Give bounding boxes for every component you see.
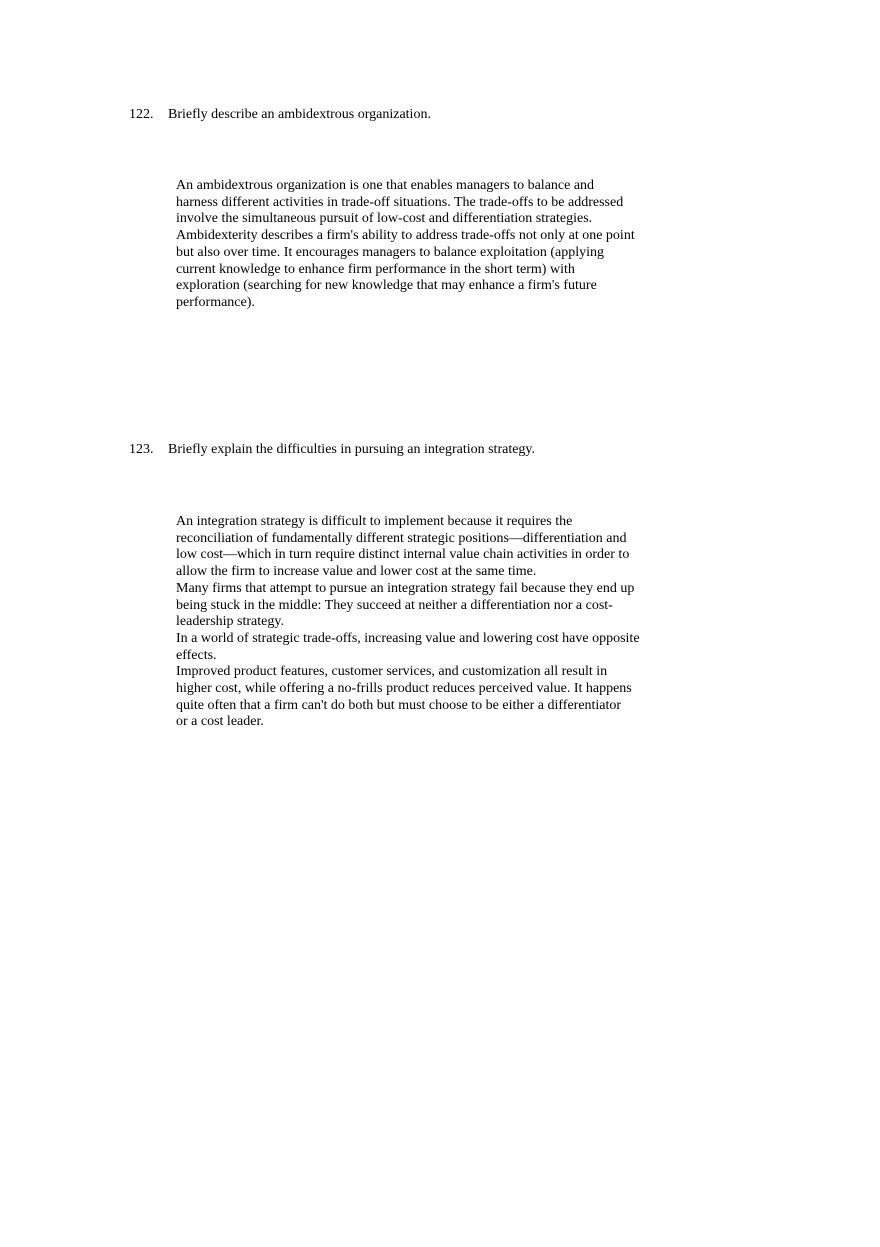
- answer-line: An integration strategy is difficult to implement because it requires the: [176, 514, 573, 529]
- answer-line: reconciliation of fundamentally different strategic positions—differentiation and: [176, 530, 627, 546]
- answer-line: being stuck in the middle: They succeed at neither a differentiation nor a cost-: [176, 597, 613, 613]
- answer-line: allow the firm to increase value and lower cost at the same time.: [176, 564, 537, 580]
- answer-line: performance).: [176, 294, 255, 310]
- answer-line: higher cost, while offering a no-frills product reduces perceived value. It happens: [176, 681, 632, 697]
- answer-line: or a cost leader.: [176, 714, 264, 730]
- question-number: 123.: [129, 442, 154, 457]
- answer-line: current knowledge to enhance firm performance in the short term) with: [176, 261, 575, 277]
- answer-line: harness different activities in trade-off situations. The trade-offs to be addressed: [176, 194, 624, 210]
- answer-line: quite often that a firm can't do both but must choose to be either a differentiator: [176, 697, 622, 713]
- answer-122: [176, 178, 656, 312]
- answer-line: An ambidextrous organization is one that enables managers to balance and: [176, 178, 595, 193]
- answer-line: effects.: [176, 647, 217, 663]
- answer-line: involve the simultaneous pursuit of low-cost and differentiation strategies.: [176, 211, 593, 227]
- question-123: [129, 441, 535, 458]
- answer-line: leadership strategy.: [176, 614, 284, 630]
- question-text: Briefly describe an ambidextrous organization.: [168, 107, 431, 122]
- question-text: Briefly explain the difficulties in pursuing an integration strategy.: [168, 442, 536, 457]
- answer-line: In a world of strategic trade-offs, increasing value and lowering cost have opposite: [176, 630, 640, 646]
- answer-line: low cost—which in turn require distinct internal value chain activities in order to: [176, 547, 630, 563]
- answer-line: exploration (searching for new knowledge that may enhance a firm's future: [176, 278, 597, 294]
- answer-line: Improved product features, customer services, and customization all result in: [176, 664, 608, 680]
- answer-line: Ambidexterity describes a firm's ability to address trade-offs not only at one point: [176, 228, 635, 244]
- answer-123: [176, 514, 656, 731]
- question-number: 122.: [129, 107, 154, 122]
- question-122: [129, 106, 431, 123]
- answer-line: but also over time. It encourages managers to balance exploitation (applying: [176, 244, 605, 260]
- answer-line: Many firms that attempt to pursue an integration strategy fail because they end up: [176, 580, 635, 596]
